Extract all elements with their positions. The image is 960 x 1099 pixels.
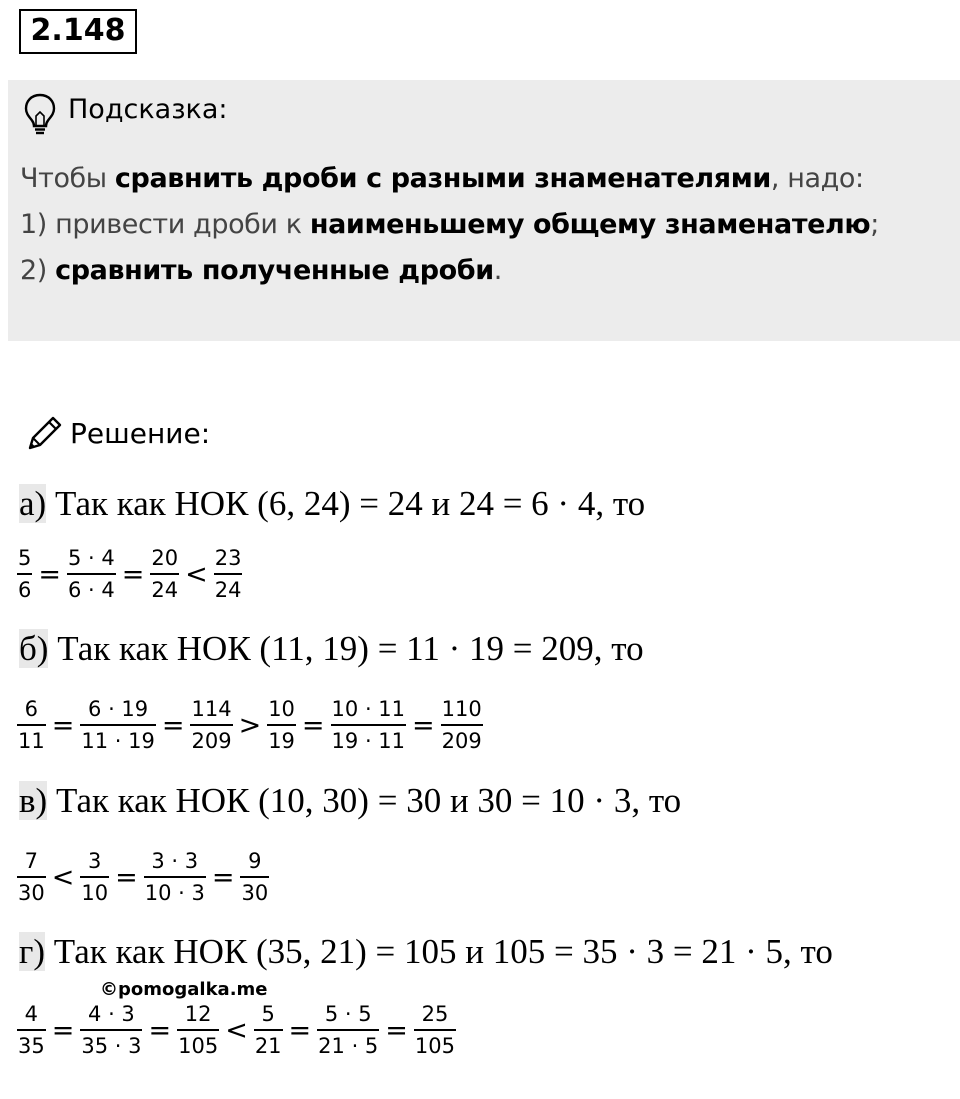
fraction bbox=[144, 848, 206, 906]
part-a-text: Так как НОК (6, 24) = 24 и 24 = 6 · 4, то bbox=[46, 484, 646, 523]
hint-line-2-bold: наименьшему общему знаменателю bbox=[309, 209, 871, 240]
fraction-numerator: 9 bbox=[248, 849, 262, 873]
fraction-numerator: 23 bbox=[214, 546, 242, 570]
part-b-condition bbox=[19, 629, 644, 669]
fraction-numerator: 5 bbox=[18, 546, 32, 570]
fraction-denominator: 6 · 4 bbox=[67, 573, 116, 603]
hint-line-3-bold: сравнить полученные дроби bbox=[55, 255, 494, 286]
fraction-numerator: 10 bbox=[268, 697, 295, 721]
part-d-text: Так как НОК (35, 21) = 105 и 105 = 35 · 3 = 21 · 5, то bbox=[45, 932, 833, 971]
operator: = bbox=[121, 558, 145, 590]
fraction-numerator: 4 · 3 bbox=[88, 1002, 135, 1026]
part-a-label: а) bbox=[19, 484, 47, 523]
hint-line-3-post: . bbox=[493, 255, 502, 286]
fraction-denominator: 11 · 19 bbox=[80, 724, 155, 754]
fraction-numerator: 12 bbox=[184, 1002, 212, 1026]
fraction bbox=[317, 1001, 379, 1059]
fraction-denominator: 6 bbox=[17, 573, 32, 603]
hint-box bbox=[8, 80, 960, 341]
fraction-denominator: 24 bbox=[150, 573, 179, 603]
fraction-numerator: 5 · 5 bbox=[324, 1002, 372, 1026]
fraction-denominator: 24 bbox=[214, 573, 243, 603]
operator: = bbox=[148, 1014, 172, 1046]
part-c-label: в) bbox=[19, 781, 48, 820]
hint-line-3-pre: 2) bbox=[20, 255, 56, 286]
fraction-denominator: 30 bbox=[240, 876, 269, 906]
fraction bbox=[80, 1001, 142, 1059]
fraction bbox=[240, 848, 269, 906]
fraction-denominator: 35 · 3 bbox=[80, 1029, 142, 1059]
operator: < bbox=[51, 861, 75, 893]
hint-line-2-post: ; bbox=[870, 209, 879, 240]
part-d-equation bbox=[17, 996, 456, 1064]
operator: = bbox=[115, 861, 138, 893]
hint-line-1-pre: Чтобы bbox=[20, 163, 115, 194]
fraction-denominator: 105 bbox=[414, 1029, 456, 1059]
operator: < bbox=[225, 1014, 248, 1046]
fraction bbox=[331, 696, 406, 754]
fraction-numerator: 5 · 4 bbox=[68, 546, 115, 570]
fraction-denominator: 10 bbox=[80, 876, 109, 906]
operator: = bbox=[51, 1014, 75, 1046]
fraction bbox=[190, 696, 232, 754]
part-a-condition bbox=[19, 484, 645, 524]
pencil-icon bbox=[22, 412, 66, 461]
fraction bbox=[17, 545, 32, 603]
fraction bbox=[254, 1001, 283, 1059]
fraction-denominator: 209 bbox=[190, 724, 232, 754]
fraction-numerator: 3 bbox=[88, 849, 102, 873]
part-c-equation bbox=[17, 843, 269, 911]
fraction-denominator: 10 · 3 bbox=[144, 876, 206, 906]
fraction bbox=[17, 848, 46, 906]
operator: = bbox=[161, 709, 185, 741]
hint-line-2 bbox=[20, 209, 879, 240]
fraction bbox=[150, 545, 179, 603]
solution-title: Решение: bbox=[70, 417, 211, 450]
fraction-numerator: 10 · 11 bbox=[331, 697, 406, 721]
fraction-numerator: 114 bbox=[191, 697, 232, 721]
part-c-condition bbox=[19, 781, 681, 821]
operator: = bbox=[412, 709, 435, 741]
operator: = bbox=[385, 1014, 408, 1046]
fraction-numerator: 20 bbox=[151, 546, 179, 570]
fraction bbox=[17, 696, 46, 754]
part-b-equation bbox=[17, 691, 483, 759]
fraction-numerator: 25 bbox=[421, 1002, 449, 1026]
part-b-label: б) bbox=[19, 629, 49, 668]
part-d-condition bbox=[19, 932, 833, 972]
fraction-numerator: 6 bbox=[24, 697, 39, 721]
task-number: 2.148 bbox=[19, 9, 137, 54]
fraction bbox=[214, 545, 243, 603]
operator: > bbox=[238, 709, 262, 741]
fraction bbox=[267, 696, 296, 754]
hint-line-1 bbox=[20, 163, 864, 194]
fraction-denominator: 35 bbox=[17, 1029, 46, 1059]
lightbulb-icon bbox=[22, 92, 58, 141]
fraction bbox=[80, 848, 109, 906]
operator: = bbox=[51, 709, 75, 741]
fraction bbox=[80, 696, 155, 754]
fraction-denominator: 11 bbox=[17, 724, 46, 754]
part-c-text: Так как НОК (10, 30) = 30 и 30 = 10 · 3, то bbox=[47, 781, 682, 820]
hint-title: Подсказка: bbox=[68, 94, 228, 125]
part-a-equation bbox=[17, 540, 242, 608]
fraction-denominator: 19 bbox=[267, 724, 296, 754]
fraction-denominator: 209 bbox=[441, 724, 483, 754]
fraction bbox=[177, 1001, 219, 1059]
fraction-numerator: 6 · 19 bbox=[88, 697, 149, 721]
fraction bbox=[414, 1001, 456, 1059]
part-d-label: г) bbox=[19, 932, 46, 971]
fraction-numerator: 4 bbox=[24, 1002, 39, 1026]
operator: = bbox=[301, 709, 325, 741]
fraction-denominator: 30 bbox=[17, 876, 46, 906]
part-b-text: Так как НОК (11, 19) = 11 · 19 = 209, то bbox=[48, 629, 644, 668]
operator: = bbox=[288, 1014, 312, 1046]
fraction-numerator: 110 bbox=[441, 697, 482, 721]
operator: = bbox=[211, 861, 235, 893]
hint-line-3 bbox=[20, 255, 502, 286]
operator: < bbox=[185, 558, 208, 590]
fraction bbox=[67, 545, 116, 603]
fraction bbox=[17, 1001, 46, 1059]
fraction-numerator: 7 bbox=[24, 849, 39, 873]
fraction-denominator: 21 bbox=[254, 1029, 283, 1059]
operator: = bbox=[38, 558, 61, 590]
fraction-denominator: 19 · 11 bbox=[331, 724, 406, 754]
watermark: ©pomogalka.me bbox=[100, 979, 268, 1000]
hint-line-1-post: , надо: bbox=[770, 163, 864, 194]
fraction bbox=[441, 696, 483, 754]
fraction-denominator: 21 · 5 bbox=[317, 1029, 379, 1059]
hint-line-2-pre: 1) привести дроби к bbox=[20, 209, 310, 240]
fraction-numerator: 3 · 3 bbox=[151, 849, 199, 873]
hint-line-1-bold: сравнить дроби с разными знаменателями bbox=[114, 163, 771, 194]
fraction-denominator: 105 bbox=[177, 1029, 219, 1059]
fraction-numerator: 5 bbox=[261, 1002, 275, 1026]
